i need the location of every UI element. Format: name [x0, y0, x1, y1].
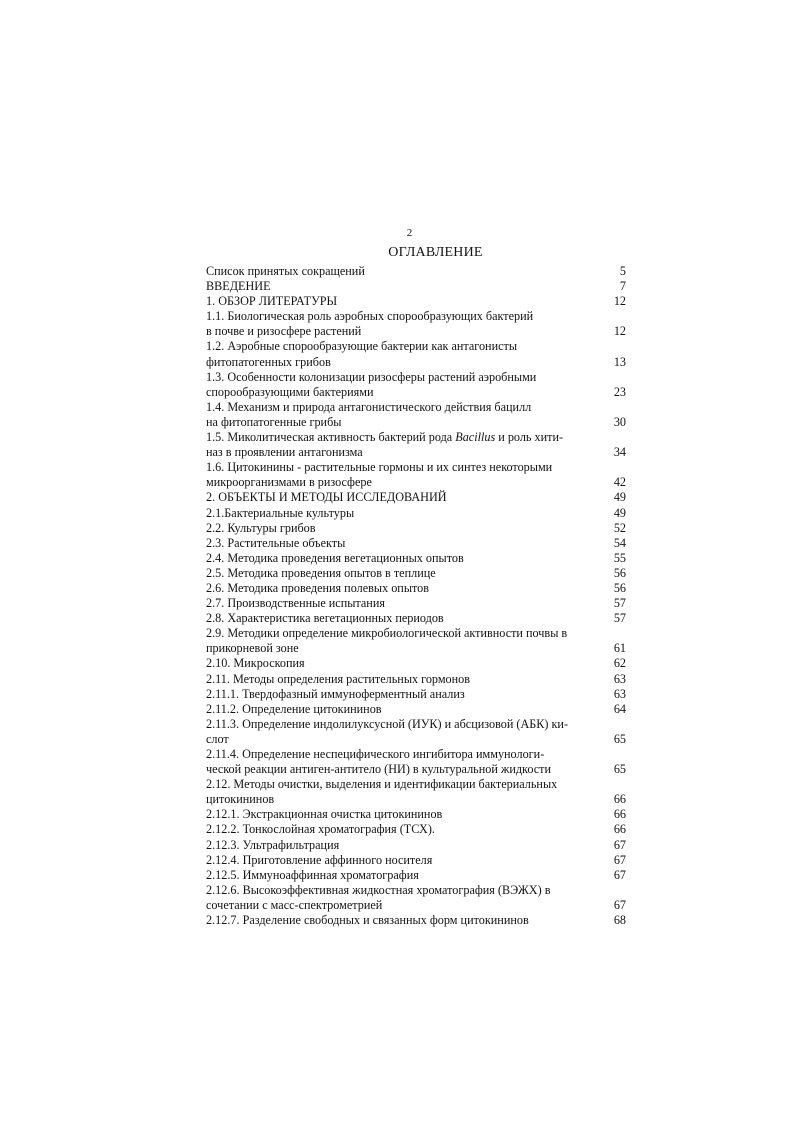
toc-entry-text: сочетании с масс-спектрометрией	[206, 897, 383, 912]
toc-entry-text: 1.3. Особенности колонизации ризосферы растений аэробными	[206, 369, 537, 384]
toc-entry-text: слот	[206, 731, 229, 746]
toc-entry	[206, 853, 628, 868]
toc-entry	[206, 521, 628, 536]
toc-entry-text: 2.7. Производственные испытания	[206, 596, 385, 611]
toc-title: ОГЛАВЛЕНИЕ	[388, 245, 483, 260]
toc-entry-text: 1.6. Цитокинины - растительные гормоны и их синтез некоторыми	[206, 460, 553, 475]
toc-entry-text: 2.12.7. Разделение свободных и связанных форм цитокининов	[206, 913, 529, 928]
toc-entry	[206, 672, 628, 687]
toc-entry	[206, 596, 628, 611]
toc-entry	[206, 309, 628, 339]
toc-entry	[206, 551, 628, 566]
toc-page-number: 61	[613, 641, 626, 656]
toc-page-number: 5	[619, 264, 626, 278]
toc-page-number: 57	[613, 596, 626, 611]
toc-entry	[206, 370, 628, 400]
toc-entry-text: 2.5. Методика проведения опытов в теплице	[206, 565, 436, 580]
toc-entry	[206, 687, 628, 702]
toc-entry-text: 1. ОБЗОР ЛИТЕРАТУРЫ	[206, 294, 338, 309]
toc-page-number: 65	[613, 762, 626, 777]
toc-page-number: 66	[613, 792, 626, 807]
toc-entry-text: 2.1.Бактериальные культуры	[206, 505, 355, 520]
toc-entry-text: 2.12.4. Приготовление аффинного носителя	[206, 852, 433, 867]
toc-entry	[206, 611, 628, 626]
toc-entry-text: фитопатогенных грибов	[206, 354, 331, 369]
toc-page-number: 65	[613, 731, 626, 746]
toc-page-number: 34	[613, 445, 626, 460]
toc-page-number: 66	[613, 807, 626, 822]
toc-entry	[206, 883, 628, 913]
toc-entry	[206, 581, 628, 596]
toc-page-number: 12	[613, 324, 626, 339]
toc-page-number: 52	[613, 520, 626, 535]
toc-page-number: 68	[613, 913, 626, 928]
toc-entry-text: 2.11. Методы определения растительных гормонов	[206, 671, 471, 686]
toc-entry-text: 2.9. Методики определение микробиологической активности почвы в	[206, 626, 568, 641]
toc-entry	[206, 400, 628, 430]
toc-entry-text: 2.10. Микроскопия	[206, 656, 305, 671]
toc-page-number: 30	[613, 414, 626, 429]
toc-entry-text: 2.12.1. Экстракционная очистка цитокининов	[206, 807, 443, 822]
toc-entry-text: 2.11.1. Твердофазный иммуноферментный анализ	[206, 686, 465, 701]
toc-entry-text: ческой реакции антиген-антитело (НИ) в культуральной жидкости	[206, 762, 552, 777]
toc-entry	[206, 807, 628, 822]
toc-entry-text: 2.12. Методы очистки, выделения и идентификации бактериальных	[206, 777, 558, 792]
toc-entry	[206, 702, 628, 717]
toc-page-number: 63	[613, 671, 626, 686]
toc-entry	[206, 838, 628, 853]
toc-entry-text: 2.12.3. Ультрафильтрация	[206, 837, 340, 852]
toc-page-number: 63	[613, 686, 626, 701]
toc-entry	[206, 868, 628, 883]
toc-page-number: 62	[613, 656, 626, 671]
toc-entry-text: 2.12.2. Тонкослойная хроматография (ТСХ).	[206, 822, 435, 837]
toc-entry-text: в почве и ризосфере растений	[206, 324, 362, 339]
toc-entry-text	[206, 430, 602, 445]
toc-entry-text: на фитопатогенные грибы	[206, 414, 342, 429]
toc-entry-text	[206, 445, 602, 460]
toc-entry-text: 1.1. Биологическая роль аэробных спорообразующих бактерий	[206, 309, 534, 324]
toc-entry-text: 2.2. Культуры грибов	[206, 520, 316, 535]
toc-page-number: 7	[619, 279, 626, 294]
toc-entry-text: Список принятых сокращений	[206, 264, 365, 278]
toc-entry	[206, 822, 628, 837]
toc-page-number: 42	[613, 475, 626, 490]
toc-page-number: 54	[613, 535, 626, 550]
toc-entry-text: ВВЕДЕНИЕ	[206, 279, 271, 294]
toc-entry-text: микроорганизмами в ризосфере	[206, 475, 372, 490]
toc-entry	[206, 536, 628, 551]
toc-page-number: 13	[613, 354, 626, 369]
toc-entry	[206, 430, 628, 460]
toc-entry-text: 2.12.6. Высокоэффективная жидкостная хроматография (ВЭЖХ) в	[206, 882, 551, 897]
toc-entry-text: спорообразующими бактериями	[206, 384, 374, 399]
toc-entry-text: прикорневой зоне	[206, 641, 299, 656]
toc-entry-text-part: наз в проявлении антагонизма	[206, 445, 363, 460]
toc-page-number: 67	[613, 852, 626, 867]
toc-entry	[206, 656, 628, 671]
toc-entry	[206, 717, 628, 747]
toc-entry-text: 2.3. Растительные объекты	[206, 535, 346, 550]
toc-entry	[206, 777, 628, 807]
toc-entry-italic-term: Bacillus	[455, 430, 496, 445]
toc-entry-text: 2.12.5. Иммуноаффинная хроматография	[206, 867, 419, 882]
toc-entry	[206, 913, 628, 928]
toc-page-number: 23	[613, 384, 626, 399]
toc-entry	[206, 279, 628, 294]
toc-entry-text: 2.8. Характеристика вегетационных периодов	[206, 611, 444, 626]
toc-page-number: 55	[613, 550, 626, 565]
toc-page-number: 66	[613, 822, 626, 837]
toc-entry-text: 1.4. Механизм и природа антагонистического действия бацилл	[206, 399, 532, 414]
toc-entry	[206, 339, 628, 369]
toc-page-number: 56	[613, 565, 626, 580]
toc-entry-text: 2.6. Методика проведения полевых опытов	[206, 580, 430, 595]
toc-entry-text: 2.11.4. Определение неспецифического ингибитора иммунологи-	[206, 747, 545, 761]
toc-page-number: 56	[613, 580, 626, 595]
toc-entry	[206, 626, 628, 656]
toc-entry-text-part: и роль хити-	[495, 430, 564, 445]
toc-entry	[206, 460, 628, 490]
toc-page-number: 12	[613, 294, 626, 309]
toc-entry-text: цитокининов	[206, 792, 275, 807]
table-of-contents	[206, 264, 628, 928]
toc-entry-text-part: 1.5. Миколитическая активность бактерий рода	[206, 430, 456, 445]
toc-entry	[206, 747, 628, 777]
toc-page-number: 67	[613, 897, 626, 912]
toc-page-number: 49	[613, 490, 626, 505]
toc-entry	[206, 490, 628, 505]
toc-page-number: 49	[613, 505, 626, 520]
toc-entry	[206, 506, 628, 521]
toc-page-number: 67	[613, 867, 626, 882]
toc-page-number: 67	[613, 837, 626, 852]
toc-entry	[206, 264, 628, 279]
toc-entry	[206, 294, 628, 309]
toc-page-number: 57	[613, 611, 626, 626]
toc-entry-text: 1.2. Аэробные спорообразующие бактерии как антагонисты	[206, 339, 518, 354]
toc-entry	[206, 566, 628, 581]
page-number: 2	[406, 227, 413, 239]
toc-entry-text: 2.11.3. Определение индолилуксусной (ИУК) и абсцизовой (АБК) ки-	[206, 716, 569, 731]
toc-entry-text: 2.11.2. Определение цитокининов	[206, 701, 382, 716]
toc-page-number: 64	[613, 701, 626, 716]
toc-entry-text: 2.4. Методика проведения вегетационных опытов	[206, 550, 464, 565]
toc-entry-text: 2. ОБЪЕКТЫ И МЕТОДЫ ИССЛЕДОВАНИЙ	[206, 490, 447, 505]
